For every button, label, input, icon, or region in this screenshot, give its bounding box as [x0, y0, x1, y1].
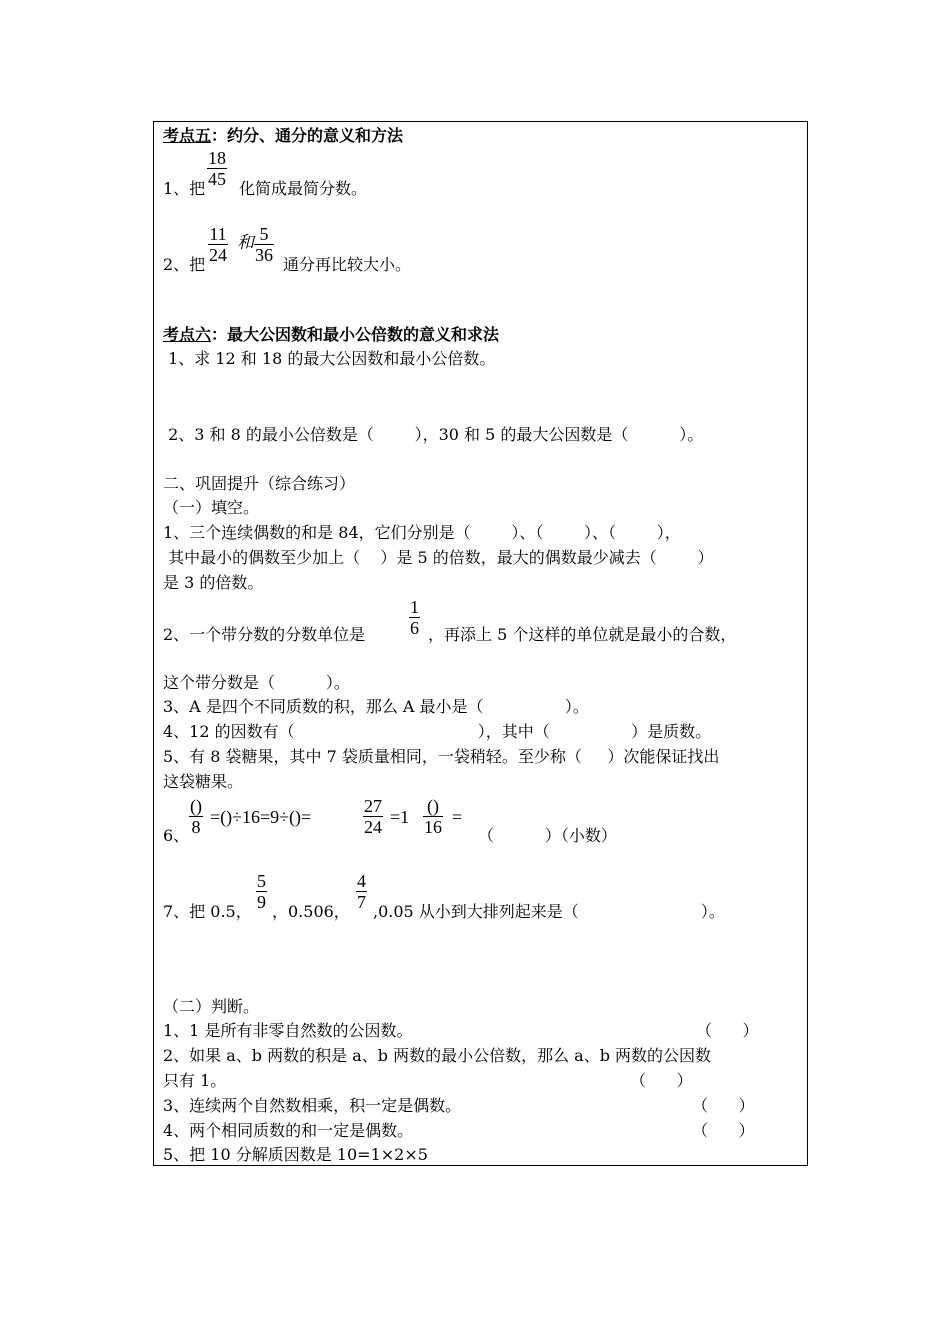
judge-q1-answer: （ ） — [696, 1021, 759, 1040]
s5-q2-fraction-b — [254, 224, 274, 265]
fill-q7-suffix: ,0.05 从小到大排列起来是（ ）。 — [373, 902, 725, 921]
fill-q6-label: 6、 — [163, 826, 190, 845]
fill-q5-line1: 5、有 8 袋糖果，其中 7 袋质量相同，一袋稍轻。至少称（ ）次能保证找出 — [163, 747, 720, 766]
fill-q7-fraction-b — [356, 871, 367, 912]
fill-q6-tail: （ ）（小数） — [478, 826, 617, 845]
fill-q1-line3: 是 3 的倍数。 — [163, 573, 264, 592]
fraction-denominator: 16 — [424, 817, 442, 837]
judge-q5: 5、把 10 分解质因数是 10=1×2×5 — [163, 1145, 428, 1164]
judge-q4-answer: （ ） — [692, 1121, 755, 1140]
fraction-numerator: () — [427, 796, 439, 816]
section6-title-prefix: 考点六 — [163, 325, 212, 344]
judge-q1: 1、1 是所有非零自然数的公因数。 — [163, 1021, 413, 1040]
s5-q1-suffix: 化简成最简分数。 — [239, 179, 368, 198]
fill-q2-suffix: ，再添上 5 个这样的单位就是最小的合数， — [428, 625, 737, 644]
fill-q6-middle-1: =()÷16=9÷()= — [210, 807, 312, 827]
section5-title-prefix: 考点五 — [163, 126, 212, 145]
judge-q2-answer: （ ） — [630, 1071, 693, 1090]
fraction-numerator: 1 — [410, 597, 419, 617]
s6-q1: 1、求 12 和 18 的最大公因数和最小公倍数。 — [163, 349, 496, 368]
fraction-denominator: 24 — [209, 245, 227, 265]
s5-q1-prefix: 1、把 — [163, 179, 206, 198]
fill-q6-fraction-2 — [363, 796, 383, 837]
s5-q2-fraction-a — [208, 224, 228, 265]
fill-q6-fraction-1 — [189, 796, 203, 837]
s5-q2-suffix: 通分再比较大小。 — [283, 255, 412, 274]
judge-q3: 3、连续两个自然数相乘，积一定是偶数。 — [163, 1096, 462, 1115]
fraction-numerator: 4 — [357, 871, 366, 891]
fill-q6-middle-2: =1 — [390, 807, 410, 827]
fill-q6-end: = — [452, 807, 463, 827]
fill-q4: 4、12 的因数有（ ），其中（ ）是质数。 — [163, 722, 712, 741]
fill-q7-middle: ，0.506， — [272, 902, 350, 921]
s6-q2: 2、3 和 8 的最小公倍数是（ ），30 和 5 的最大公因数是（ ）。 — [163, 425, 704, 444]
s5-q2-prefix: 2、把 — [163, 255, 206, 274]
judge-heading: （二）判断。 — [163, 997, 260, 1016]
section6-title-rest: ：最大公因数和最小公倍数的意义和求法 — [211, 325, 500, 344]
fraction-numerator: 18 — [208, 148, 226, 168]
section5-title-rest: ：约分、通分的意义和方法 — [211, 126, 404, 145]
fraction-denominator: 7 — [357, 892, 366, 912]
judge-q2-line2: 只有 1。 — [163, 1071, 227, 1090]
fraction-numerator: () — [190, 796, 202, 816]
fill-q7-prefix: 7、把 0.5， — [163, 902, 252, 921]
fraction-numerator: 5 — [259, 224, 269, 244]
fill-q3: 3、A 是四个不同质数的积，那么 A 最小是（ ）。 — [163, 697, 589, 716]
fill-q7-fraction-a — [256, 871, 267, 912]
fill-q1-line2: 其中最小的偶数至少加上（ ）是 5 的倍数，最大的偶数最少减去（ ） — [163, 548, 714, 567]
judge-q2-line1: 2、如果 a、b 两数的积是 a、b 两数的最小公倍数，那么 a、b 两数的公因数 — [163, 1046, 712, 1065]
section5-title — [163, 126, 403, 146]
fraction-denominator: 9 — [257, 892, 266, 912]
fraction-denominator: 45 — [208, 169, 226, 189]
fill-q2-fraction — [409, 597, 420, 638]
judge-q4: 4、两个相同质数的和一定是偶数。 — [163, 1121, 414, 1140]
fraction-numerator: 11 — [209, 224, 227, 244]
fraction-denominator: 6 — [410, 618, 419, 638]
fill-q2-prefix: 2、一个带分数的分数单位是 — [163, 625, 366, 644]
section6-title — [163, 325, 499, 345]
fill-q2-line2: 这个带分数是（ ）。 — [163, 673, 350, 692]
fraction-numerator: 27 — [364, 796, 382, 816]
fill-heading: （一）填空。 — [163, 498, 260, 517]
fraction-denominator: 36 — [255, 245, 273, 265]
s5-q2-and: 和 — [237, 233, 254, 253]
judge-q3-answer: （ ） — [692, 1096, 755, 1115]
fraction-numerator: 5 — [257, 871, 266, 891]
fill-q6-fraction-3 — [423, 796, 443, 837]
s5-q1-fraction — [207, 148, 227, 189]
fraction-denominator: 8 — [191, 817, 201, 837]
fill-q5-line2: 这袋糖果。 — [163, 772, 244, 791]
fraction-denominator: 24 — [364, 817, 382, 837]
part2-heading: 二、巩固提升（综合练习） — [163, 474, 356, 493]
fill-q1-line1: 1、三个连续偶数的和是 84，它们分别是（ ）、（ ）、（ ）， — [163, 523, 681, 542]
